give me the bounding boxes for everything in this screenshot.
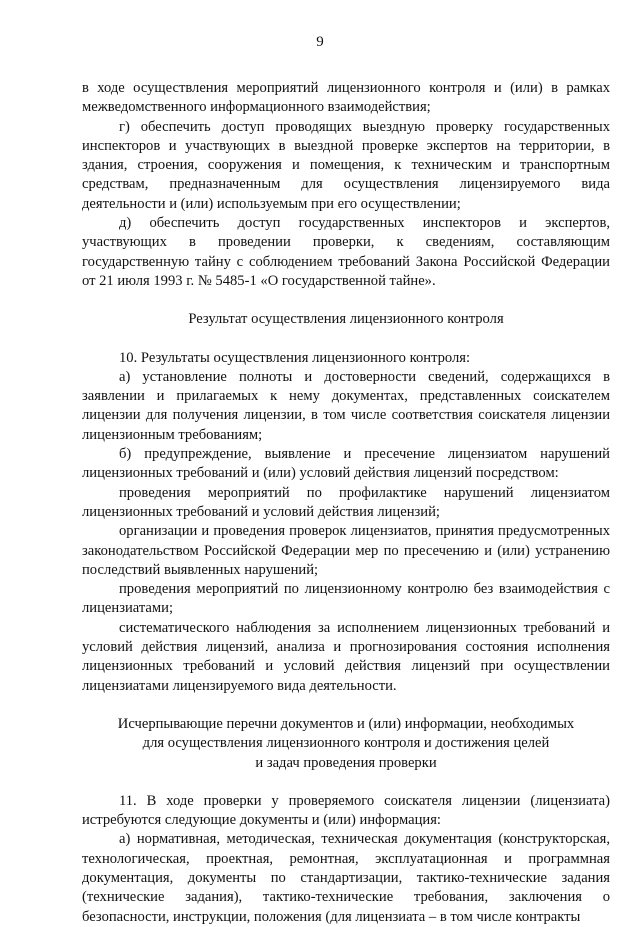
- section-heading-documents: [82, 715, 610, 773]
- paragraph-1: в ходе осуществления мероприятий лицензионного контроля и (или) в рамках межведомственного информационного взаимодействия;: [82, 80, 610, 116]
- heading-line-3: и задач проведения проверки: [255, 754, 437, 771]
- section-heading-result: Результат осуществления лицензионного контроля: [188, 311, 504, 328]
- paragraph-g: г) обеспечить доступ проводящих выездную проверку государственных инспекторов и участвующих в выездной проверке экспертов на территории, в здания, строения, сооружения и помещения, к техническим и транспортным средствам, предназначенным для осуществления лицензируемого вида деятельности и (или) используемым при его осуществлении;: [82, 118, 610, 212]
- paragraph-11a: а) нормативная, методическая, техническая документация (конструкторская, технологическая, проектная, ремонтная, эксплуатационная и программная документация, документы по стандартизации, тактико-технические задания (технические задания), тактико-технические требования, заключения о безопасности, инструкции, положения (для лицензиата – в том числе контракты: [82, 831, 610, 925]
- paragraph-10b: б) предупреждение, выявление и пресечение лицензиатом нарушений лицензионных требований и (или) условий действия лицензий посредством:: [82, 446, 610, 482]
- page-number: 9: [316, 34, 324, 50]
- document-body: [82, 79, 610, 927]
- heading-line-1: Исчерпывающие перечни документов и (или) информации, необходимых: [117, 715, 575, 732]
- paragraph-10: 10. Результаты осуществления лицензионного контроля:: [119, 349, 471, 366]
- paragraph-d: д) обеспечить доступ государственных инспекторов и экспертов, участвующих в проведении проверки, к сведениям, составляющим государственную тайну с соблюдением требований Закона Российской Федерации от 21 июля 1993 г. № 5485-1 «О государственной тайне».: [82, 215, 610, 289]
- paragraph-10b-item-3: проведения мероприятий по лицензионному контролю без взаимодействия с лицензиатами;: [82, 581, 610, 617]
- paragraph-11: 11. В ходе проверки у проверяемого соискателя лицензии (лицензиата) истребуются следующие документы и (или) информация:: [82, 792, 610, 829]
- paragraph-10b-item-1: проведения мероприятий по профилактике нарушений лицензиатом лицензионных требований и условий действия лицензий;: [82, 484, 610, 520]
- paragraph-10b-item-2: организации и проведения проверок лицензиатов, принятия предусмотренных законодательством Российской Федерации мер по пресечению и (или) устранению последствий выявленных нарушений;: [82, 523, 610, 578]
- paragraph-10b-item-4: систематического наблюдения за исполнением лицензионных требований и условий действия лицензий, анализа и прогнозирования состояния исполнения лицензионных требований и условий действия лицензий при осуществлении лицензиатами лицензируемого вида деятельности.: [82, 619, 610, 694]
- heading-line-2: для осуществления лицензионного контроля и достижения целей: [142, 735, 550, 752]
- paragraph-10a: а) установление полноты и достоверности сведений, содержащихся в заявлении и прилагаемых к нему документах, представленных соискателем лицензии для получения лицензии, в том числе соответствия соискателя лицензии лицензионным требованиям;: [82, 368, 610, 443]
